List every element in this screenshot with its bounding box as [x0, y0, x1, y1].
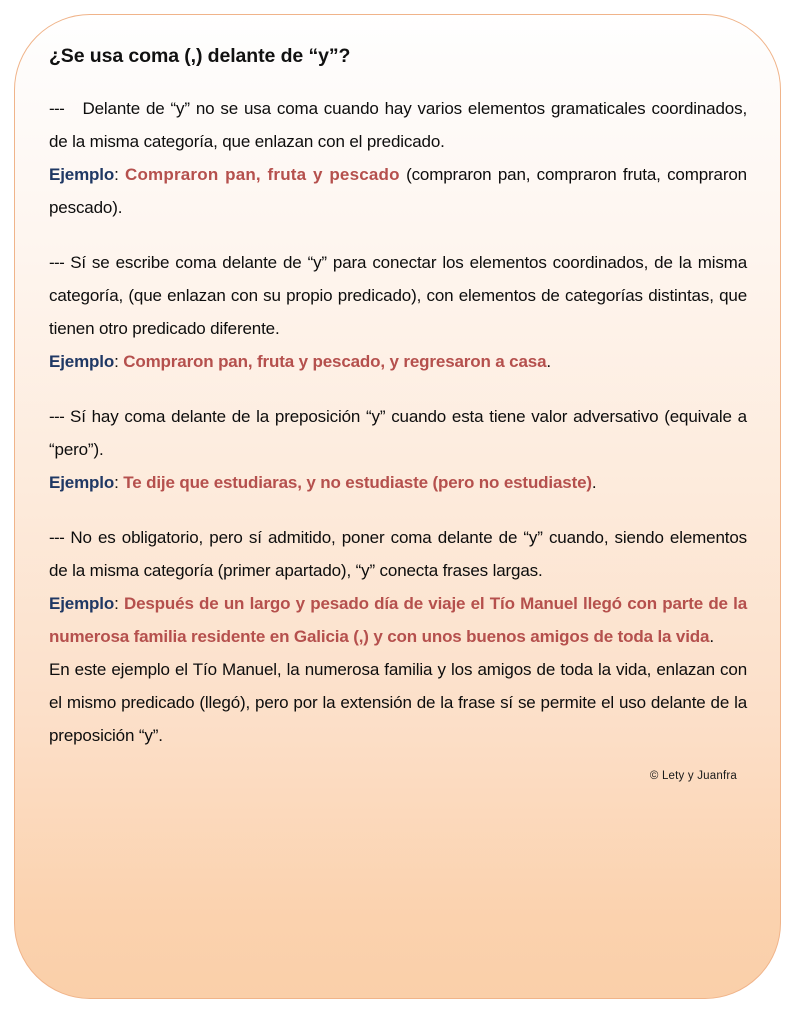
closing-paragraph: En este ejemplo el Tío Manuel, la numerosa familia y los amigos de toda la vida, enlazan con el mismo predicado (llegó), pero por la extensión de la frase sí se permite el uso delante de la preposición “y”. [49, 660, 747, 746]
rule-body-text: Sí hay coma delante de la preposición “y” cuando esta tiene valor adversativo (equivale a “pero”). [49, 407, 747, 460]
rule-example [49, 345, 747, 378]
rule-marker: --- [49, 528, 65, 548]
example-separator: : [114, 594, 119, 614]
document-content [49, 45, 747, 782]
rule-block [49, 521, 747, 752]
rule-body [49, 92, 747, 158]
rule-body [49, 400, 747, 466]
example-highlight: Compraron pan, fruta y pescado, y regresaron a casa [123, 352, 547, 372]
example-label: Ejemplo [49, 594, 115, 614]
rule-block [49, 400, 747, 499]
rule-example [49, 466, 747, 499]
example-period: . [546, 352, 551, 372]
example-highlight: Después de un largo y pesado día de viaje el Tío Manuel llegó con parte de la numerosa familia residente en Galicia (,) y con unos buenos amigos de toda la vida [49, 594, 748, 647]
document-card [14, 14, 781, 999]
rule-example [49, 587, 747, 653]
rule-block [49, 246, 747, 378]
rule-body [49, 246, 747, 345]
rule-body [49, 521, 747, 587]
example-tail: (compraron pan, compraron fruta, compraron pescado). [49, 165, 747, 218]
example-separator: : [114, 165, 119, 185]
rule-body-text: Delante de “y” no se usa coma cuando hay varios elementos gramaticales coordinados, de la misma categoría, que enlazan con el predicado. [49, 99, 748, 152]
credit-line: © Lety y Juanfra [649, 770, 737, 783]
rule-block [49, 92, 747, 224]
example-separator: : [114, 473, 119, 493]
rule-marker: --- [49, 253, 65, 273]
example-separator: : [114, 352, 119, 372]
rule-marker: --- [49, 407, 65, 427]
page-title: ¿Se usa coma (,) delante de “y”? [49, 45, 351, 67]
example-highlight: Compraron pan, fruta y pescado [125, 165, 400, 185]
example-period: . [709, 627, 714, 647]
example-highlight: Te dije que estudiaras, y no estudiaste (pero no estudiaste) [123, 473, 592, 493]
example-period: . [591, 473, 597, 493]
rule-marker: --- [49, 99, 65, 119]
example-label: Ejemplo [49, 165, 115, 185]
example-label: Ejemplo [49, 473, 115, 493]
rule-body-text: No es obligatorio, pero sí admitido, poner coma delante de “y” cuando, siendo elementos de la misma categoría (primer apartado), “y” conecta frases largas. [49, 528, 748, 581]
rule-body-text: Sí se escribe coma delante de “y” para conectar los elementos coordinados, de la misma categoría, (que enlazan con su propio predicado), con elementos de categorías distintas, que tienen otro predicado diferente. [49, 253, 747, 339]
example-label: Ejemplo [49, 352, 115, 372]
rule-example [49, 158, 747, 224]
